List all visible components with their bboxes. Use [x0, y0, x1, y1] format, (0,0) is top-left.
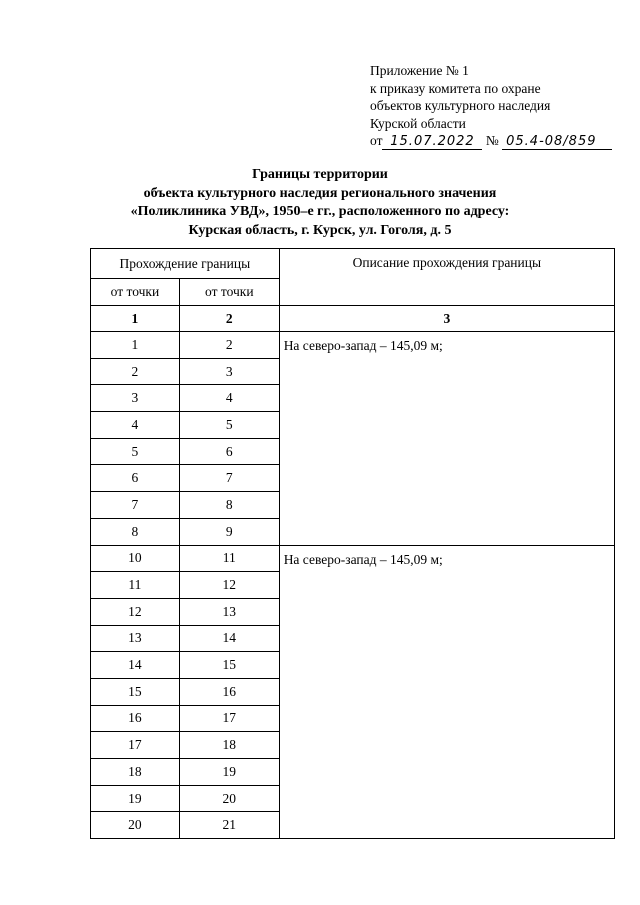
document-title	[40, 166, 600, 240]
to-point-cell: 12	[179, 572, 279, 599]
from-point-cell: 17	[91, 732, 180, 759]
to-point-cell: 9	[179, 518, 279, 545]
to-point-cell: 20	[179, 785, 279, 812]
number-sign: №	[485, 133, 499, 148]
column-number-3: 3	[279, 306, 614, 332]
to-point-cell: 13	[179, 598, 279, 625]
boundary-table	[90, 248, 615, 839]
to-point-cell: 16	[179, 678, 279, 705]
handwritten-date: 15.07.2022	[382, 134, 482, 150]
from-point-cell: 1	[91, 332, 180, 359]
description-cell: На северо-запад – 145,09 м;	[279, 545, 614, 839]
to-point-cell: 4	[179, 385, 279, 412]
to-point-cell: 17	[179, 705, 279, 732]
appendix-date-number-line	[370, 132, 620, 150]
column-number-row	[91, 306, 615, 332]
from-point-cell: 16	[91, 705, 180, 732]
to-point-cell: 2	[179, 332, 279, 359]
to-point-cell: 5	[179, 412, 279, 439]
appendix-title: Приложение № 1	[370, 63, 469, 78]
to-point-cell: 18	[179, 732, 279, 759]
from-point-cell: 15	[91, 678, 180, 705]
column-number-2: 2	[179, 306, 279, 332]
title-line-1: Границы территории	[252, 167, 388, 182]
from-point-cell: 12	[91, 598, 180, 625]
from-point-cell: 13	[91, 625, 180, 652]
title-line-2: объекта культурного наследия регионального значения	[143, 185, 497, 201]
header-passage: Прохождение границы	[91, 249, 280, 279]
to-point-cell: 14	[179, 625, 279, 652]
header-from-point: от точки	[91, 279, 180, 306]
appendix-committee-line: объектов культурного наследия	[370, 98, 551, 113]
appendix-block	[370, 62, 620, 150]
from-point-cell: 4	[91, 412, 180, 439]
to-point-cell: 6	[179, 438, 279, 465]
to-point-cell: 11	[179, 545, 279, 572]
table-row	[91, 545, 615, 572]
to-point-cell: 8	[179, 492, 279, 519]
from-point-cell: 7	[91, 492, 180, 519]
table-row	[91, 332, 615, 359]
title-line-3: «Поликлиника УВД», 1950–е гг., расположенного по адресу:	[130, 204, 510, 219]
from-point-cell: 11	[91, 572, 180, 599]
to-point-cell: 7	[179, 465, 279, 492]
from-point-cell: 10	[91, 545, 180, 572]
handwritten-order-number: 05.4-08/859	[502, 134, 612, 150]
from-point-cell: 3	[91, 385, 180, 412]
from-prefix: от	[370, 133, 383, 148]
from-point-cell: 8	[91, 518, 180, 545]
from-point-cell: 14	[91, 652, 180, 679]
description-cell: На северо-запад – 145,09 м;	[279, 332, 614, 546]
from-point-cell: 19	[91, 785, 180, 812]
to-point-cell: 15	[179, 652, 279, 679]
from-point-cell: 2	[91, 358, 180, 385]
appendix-region-line: Курской области	[370, 115, 466, 131]
header-to-point: от точки	[179, 279, 279, 306]
from-point-cell: 5	[91, 438, 180, 465]
header-description: Описание прохождения границы	[279, 249, 614, 306]
from-point-cell: 20	[91, 812, 180, 839]
to-point-cell: 3	[179, 358, 279, 385]
from-point-cell: 6	[91, 465, 180, 492]
title-line-4: Курская область, г. Курск, ул. Гоголя, д. 5	[188, 222, 452, 238]
to-point-cell: 21	[179, 812, 279, 839]
table-header-row	[91, 249, 615, 279]
to-point-cell: 19	[179, 759, 279, 786]
appendix-order-line: к приказу комитета по охране	[370, 80, 541, 96]
from-point-cell: 18	[91, 759, 180, 786]
column-number-1: 1	[91, 306, 180, 332]
